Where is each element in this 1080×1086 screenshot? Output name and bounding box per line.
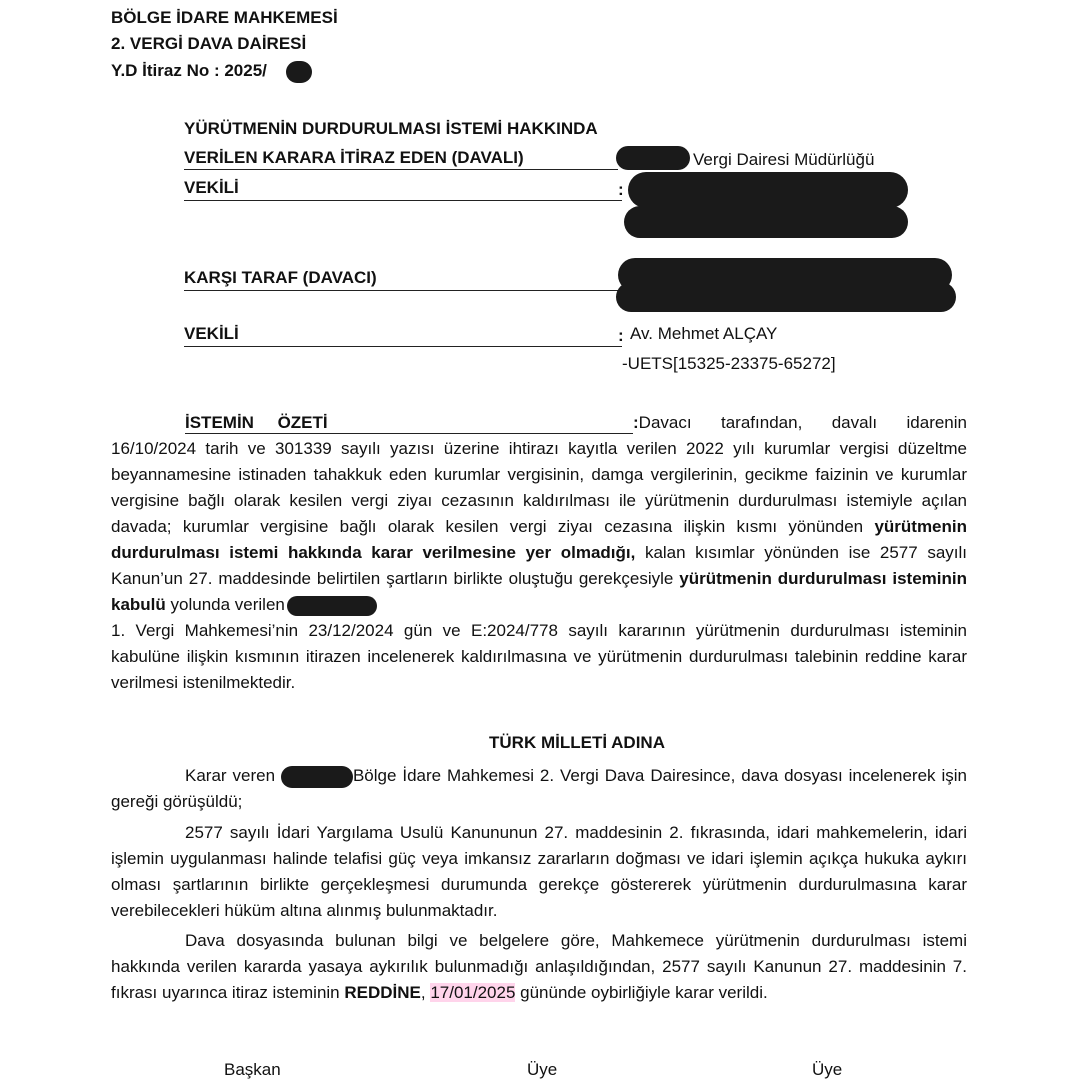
redaction-mark [281,766,353,788]
summary-bold-2: yürütmenin durdurulması isteminin kabulü [111,569,967,614]
summary-text-4: 1. Vergi Mahkemesi’nin 23/12/2024 gün ve E:2024/778 sayılı kararının yürütmenin durdurulması isteminin kabulüne ilişkin kısmının itirazen incelenerek kaldırılmasına ve yürütmenin durdurulması talebinin reddine karar verilmesi istenilmektedir. [111,621,967,692]
court-name: BÖLGE İDARE MAHKEMESİ [111,8,338,27]
decision-date: 17/01/2025 [430,983,516,1002]
decision-paragraph-1 [111,763,967,815]
chamber-name: 2. VERGİ DAVA DAİRESİ [111,34,307,53]
decision-text-1b: Bölge İdare Mahkemesi 2. Vergi Dava Dairesince, dava dosyası incelenerek işin gereği görüşüldü; [111,766,967,811]
summary-bold-1: yürütmenin durdurulması istemi hakkında karar verilmesine yer olmadığı, [111,517,967,562]
decision-title: TÜRK MİLLETİ ADINA [489,733,665,752]
colon: : [618,180,624,199]
uets-address: -UETS[15325-23375-65272] [622,354,836,373]
signature-member-2: Üye [812,1060,843,1079]
signature-member-1: Üye [527,1060,558,1079]
summary-label-1: İSTEMİN [185,413,254,432]
decision-text-2: 2577 sayılı İdari Yargılama Usulü Kanununun 27. maddesinin 2. fıkrasında, idari mahkemelerin, idari işlemin uygulanması halinde telafisi güç veya imkansız zararların doğması ve idari işlemin açıkça hukuka aykırı olması şartlarının birlikte gerçekleşmesi durumunda gerekçe göstererek yürütmenin durdurulmasına karar verebilecekleri hüküm altına alınmış bulunmaktadır. [111,823,967,920]
decision-text-3c: , [420,983,431,1002]
decision-text-1a: Karar veren [185,766,276,785]
signature-president: Başkan [224,1060,281,1079]
redaction-mark [616,282,956,312]
subject-line-1: YÜRÜTMENİN DURDURULMASI İSTEMİ HAKKINDA [184,119,598,138]
redaction-mark [624,206,908,238]
summary-text-2: kalan kısımlar yönünden ise 2577 sayılı Kanun’un 27. maddesinde belirtilen şartların birlikte oluştuğu gerekçesiyle [111,543,967,588]
objector-label: VERİLEN KARARA İTİRAZ EDEN (DAVALI) [184,148,618,170]
redaction-mark [286,61,312,83]
counter-party-label: KARŞI TARAF (DAVACI) [184,268,622,291]
decision-text-3a: Dava dosyasında bulunan bilgi ve belgelere göre, Mahkemece yürütmenin durdurulması istemi hakkında verilen kararda yasaya aykırılık bulunmadığı anlaşıldığından, 2577 sayılı Kanunun 27. maddesinin 7. fıkrası uyarınca itiraz isteminin [111,931,967,1002]
counter-attorney-value: Av. Mehmet ALÇAY [630,324,778,343]
objection-number: Y.D İtiraz No : 2025/ [111,61,267,80]
summary-text-3: yolunda verilen [165,595,285,614]
objector-attorney-label: VEKİLİ [184,178,622,201]
summary-text-1: Davacı tarafından, davalı idarenin 16/10/2024 tarih ve 301339 sayılı yazısı üzerine ihtirazı kayıtla verilen 2022 yılı kurumlar vergisi düzeltme beyannamesine istinaden tahakkuk eden kurumlar vergisinin, damga vergilerinin, gecikme faizinin ve kurumlar vergisine bağlı olarak kesilen vergi ziyaı cezasının kaldırılması ile yürütmenin durdurulması istemiyle açılan davada; kurumlar vergisine bağlı olarak kesilen vergi ziyaı cezasına ilişkin kısmı yönünden [111,413,967,536]
redaction-mark [287,596,377,616]
summary-paragraph [111,410,967,696]
objector-value: Vergi Dairesi Müdürlüğü [693,150,875,169]
summary-label-2: ÖZETİ [277,413,328,432]
decision-paragraph-3 [111,928,967,1006]
decision-text-3d: gününde oybirliğiyle karar verildi. [515,983,768,1002]
counter-attorney-label: VEKİLİ [184,324,622,347]
decision-rejection: REDDİNE [344,983,421,1002]
redaction-mark [616,146,690,170]
decision-paragraph-2 [111,820,967,924]
colon: : [618,326,624,345]
redaction-mark [628,172,908,208]
colon: : [633,413,639,432]
